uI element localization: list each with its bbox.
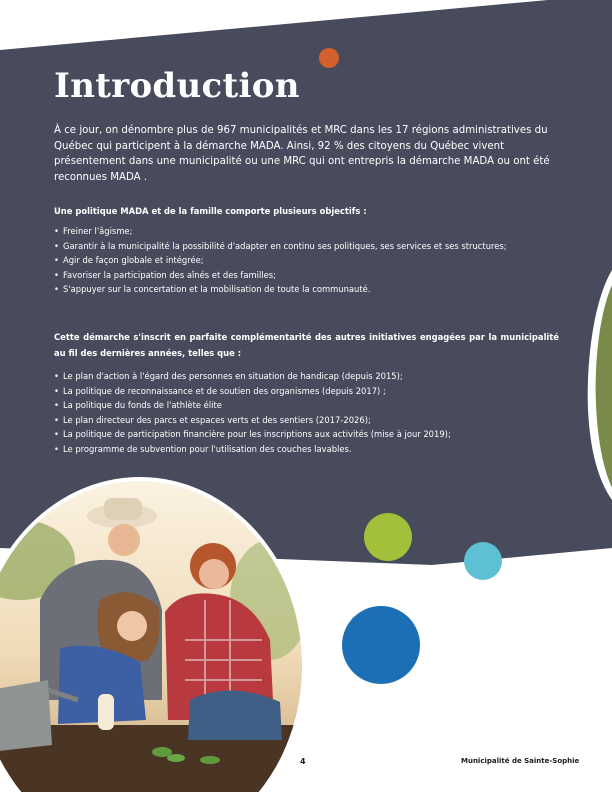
list-item: • Garantir à la municipalité la possibilité d'adapter en continu ses politiques, ses services et ses structures;: [54, 239, 559, 254]
page-title: Introduction: [54, 66, 300, 106]
list-item: • S'appuyer sur la concertation et la mobilisation de toute la communauté.: [54, 282, 559, 297]
page-number: 4: [300, 757, 306, 766]
list-item: • Favoriser la participation des aînés et des familles;: [54, 268, 559, 283]
municipality-name: Municipalité de Sainte-Sophie: [461, 757, 580, 765]
list-item: • Le programme de subvention pour l'utilisation des couches lavables.: [54, 442, 559, 457]
list-item: • Freiner l'âgisme;: [54, 224, 559, 239]
list-item: • Le plan d'action à l'égard des personnes en situation de handicap (depuis 2015);: [54, 369, 559, 384]
list-item: • Le plan directeur des parcs et espaces verts et des sentiers (2017-2026);: [54, 413, 559, 428]
list-item: • La politique de participation financière pour les inscriptions aux activités (mise à jour 2019);: [54, 427, 559, 442]
intro-paragraph: À ce jour, on dénombre plus de 967 municipalités et MRC dans les 17 régions administratives du Québec qui participent à la démarche MADA. Ainsi, 92 % des citoyens du Québec vivent présentement dans une municipalité ou une MRC qui ont entrepris la démarche MADA ou ont été reconnues MADA .: [54, 125, 550, 183]
list-item: • La politique du fonds de l'athlète élite: [54, 398, 559, 413]
list-item: • La politique de reconnaissance et de soutien des organismes (depuis 2017) ;: [54, 384, 559, 399]
list-item: • Agir de façon globale et intégrée;: [54, 253, 559, 268]
initiatives-heading: Cette démarche s'inscrit en parfaite complémentarité des autres initiatives engagées par la municipalité au fil des dernières années, telles que :: [54, 332, 559, 358]
objectives-heading: Une politique MADA et de la famille comporte plusieurs objectifs :: [54, 206, 367, 216]
